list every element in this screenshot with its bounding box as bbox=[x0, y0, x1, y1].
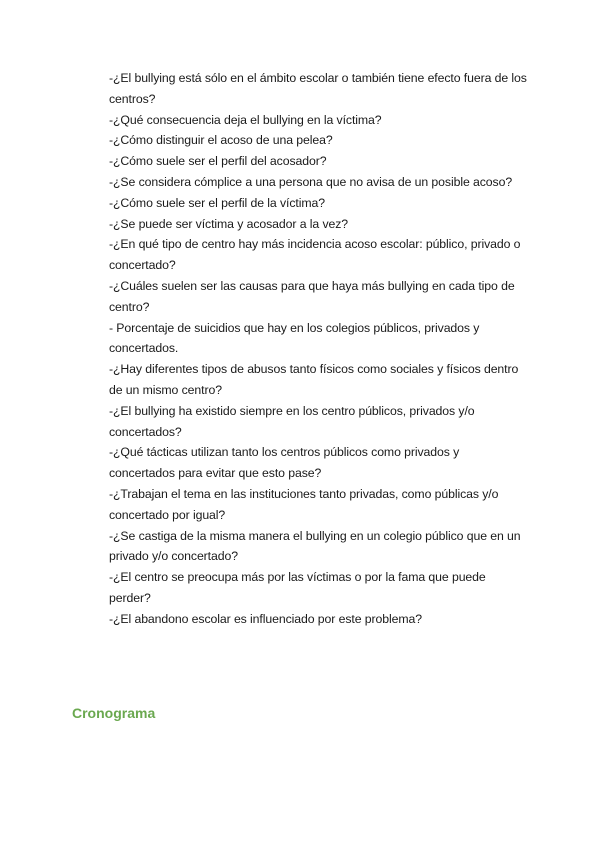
section-heading-cronograma: Cronograma bbox=[72, 705, 156, 721]
question-item: -¿El centro se preocupa más por las víctimas o por la fama que puede perder? bbox=[109, 570, 486, 605]
question-item: - Porcentaje de suicidios que hay en los colegios públicos, privados y concertados. bbox=[109, 320, 480, 356]
question-item: -¿Cómo distinguir el acoso de una pelea? bbox=[109, 133, 333, 148]
question-item: -¿Cuáles suelen ser las causas para que haya más bullying en cada tipo de centro? bbox=[109, 278, 515, 314]
question-list bbox=[109, 68, 527, 630]
question-item: -¿El abandono escolar es influenciado por este problema? bbox=[109, 611, 422, 626]
question-item: -¿Cómo suele ser el perfil del acosador? bbox=[109, 154, 327, 169]
question-item: -¿Qué tácticas utilizan tanto los centros públicos como privados y concertados para evitar que esto pase? bbox=[109, 445, 460, 481]
question-item: -¿Cómo suele ser el perfil de la víctima? bbox=[109, 195, 325, 210]
question-item: -¿El bullying está sólo en el ámbito escolar o también tiene efecto fuera de los centros? bbox=[109, 71, 527, 106]
question-item: -¿Qué consecuencia deja el bullying en la víctima? bbox=[109, 112, 382, 127]
question-item: -¿Se castiga de la misma manera el bullying en un colegio público que en un privado y/o concertado? bbox=[109, 528, 521, 564]
question-item: -¿Se considera cómplice a una persona que no avisa de un posible acoso? bbox=[109, 174, 513, 189]
question-item: -¿En qué tipo de centro hay más incidencia acoso escolar: público, privado o concertado? bbox=[109, 237, 521, 273]
question-item: -¿Se puede ser víctima y acosador a la vez? bbox=[109, 216, 349, 231]
question-item: -¿El bullying ha existido siempre en los centro públicos, privados y/o concertados? bbox=[109, 403, 475, 439]
question-item: -¿Hay diferentes tipos de abusos tanto físicos como sociales y físicos dentro de un mismo centro? bbox=[109, 362, 519, 397]
question-item: -¿Trabajan el tema en las instituciones tanto privadas, como públicas y/o concertado por igual? bbox=[109, 486, 499, 522]
